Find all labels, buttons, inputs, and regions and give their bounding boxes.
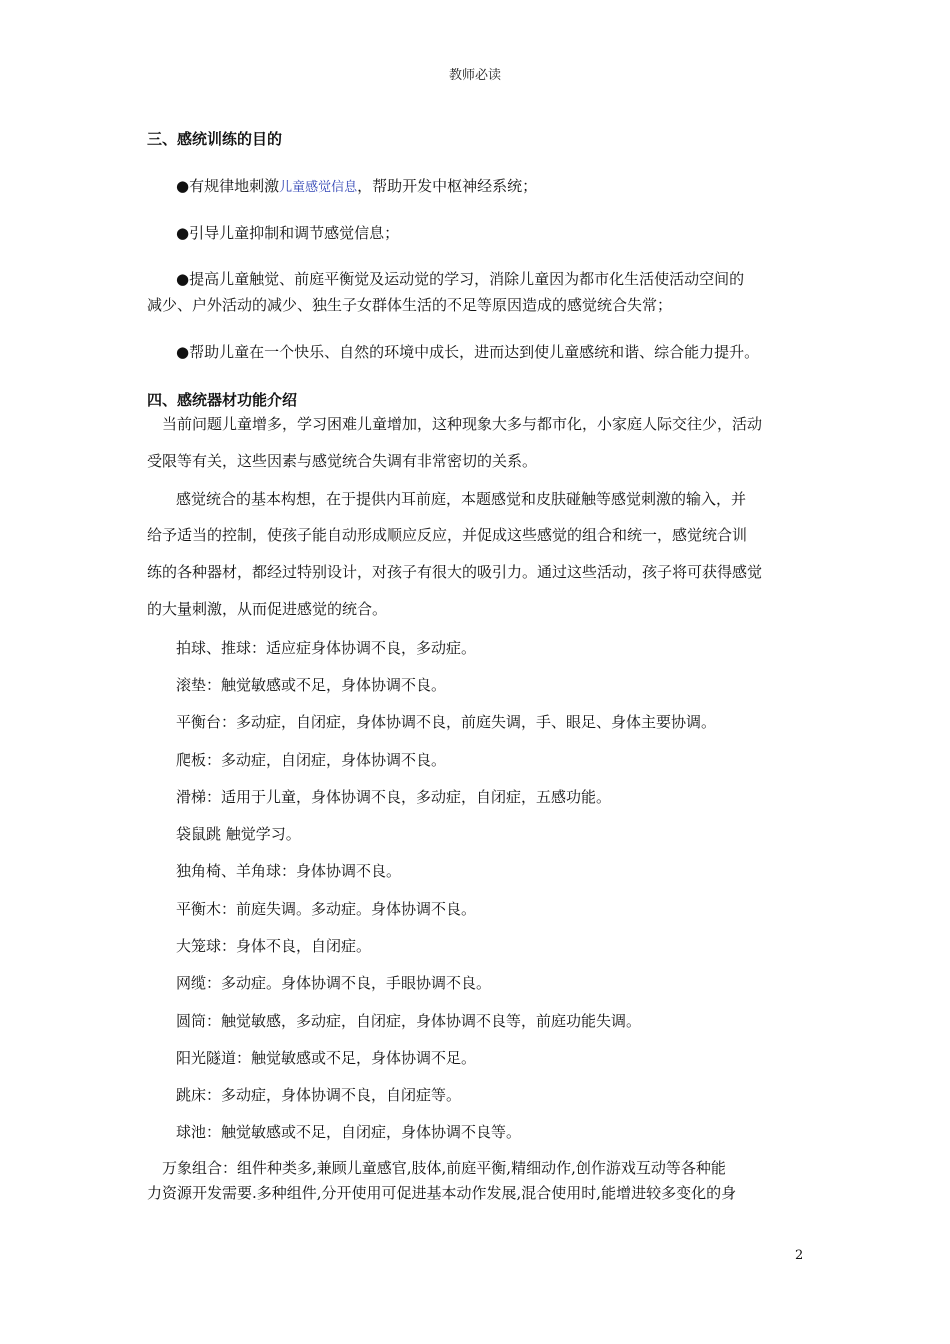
bullet-1-prefix: ●有规律地刺激 <box>176 177 280 195</box>
section-3-heading: 三、感统训练的目的 <box>147 130 283 148</box>
para-3-line-1: 万象组合：组件种类多,兼顾儿童感官,肢体,前庭平衡,精细动作,创作游戏互动等各种能 <box>162 1159 726 1177</box>
list-item: 袋鼠跳 触觉学习。 <box>176 825 301 843</box>
page-number: 2 <box>795 1248 804 1263</box>
list-item: 滚垫：触觉敏感或不足，身体协调不良。 <box>176 676 447 694</box>
list-item: 拍球、推球：适应症身体协调不良，多动症。 <box>176 639 477 657</box>
para-3-line-2: 力资源开发需要.多种组件,分开使用可促进基本动作发展,混合使用时,能增进较多变化的身 <box>147 1184 737 1202</box>
bullet-1-suffix: ，帮助开发中枢神经系统； <box>357 177 538 195</box>
bullet-3-line-1: ●提高儿童触觉、前庭平衡觉及运动觉的学习，消除儿童因为都市化生活使活动空间的 <box>176 270 745 288</box>
list-item: 球池：触觉敏感或不足，自闭症，身体协调不良等。 <box>176 1123 522 1141</box>
list-item: 大笼球：身体不良，自闭症。 <box>176 937 372 955</box>
bullet-1-link[interactable]: 儿童感觉信息 <box>279 180 358 195</box>
bullet-2: ●引导儿童抑制和调节感觉信息； <box>176 224 400 242</box>
para-1-line-2: 受限等有关，这些因素与感觉统合失调有非常密切的关系。 <box>147 452 538 470</box>
para-2-line-2: 给予适当的控制，使孩子能自动形成顺应反应，并促成这些感觉的组合和统一，感觉统合训 <box>147 526 748 544</box>
para-2-line-1: 感觉统合的基本构想，在于提供内耳前庭，本题感觉和皮肤碰触等感觉刺激的输入，并 <box>176 490 747 508</box>
para-2-line-3: 练的各种器材，都经过特别设计，对孩子有很大的吸引力。通过这些活动，孩子将可获得感觉 <box>147 563 763 581</box>
bullet-4: ●帮助儿童在一个快乐、自然的环境中成长，进而达到使儿童感统和谐、综合能力提升。 <box>176 343 760 361</box>
para-2-line-4: 的大量刺激，从而促进感觉的统合。 <box>147 600 388 618</box>
bullet-3-line-2: 减少、户外活动的减少、独生子女群体生活的不足等原因造成的感觉统合失常； <box>147 296 673 314</box>
list-item: 跳床：多动症，身体协调不良，自闭症等。 <box>176 1086 462 1104</box>
bullet-1 <box>176 175 537 196</box>
page-header: 教师必读 <box>448 68 501 83</box>
list-item: 阳光隧道：触觉敏感或不足，身体协调不足。 <box>176 1049 477 1067</box>
list-item: 平衡木：前庭失调。多动症。身体协调不良。 <box>176 900 477 918</box>
list-item: 爬板：多动症，自闭症，身体协调不良。 <box>176 751 447 769</box>
list-item: 平衡台：多动症，自闭症，身体协调不良，前庭失调，手、眼足、身体主要协调。 <box>176 713 717 731</box>
section-4-heading: 四、感统器材功能介绍 <box>147 391 298 409</box>
list-item: 独角椅、羊角球：身体协调不良。 <box>176 862 402 880</box>
list-item: 网缆：多动症。身体协调不良，手眼协调不良。 <box>176 974 492 992</box>
para-1-line-1: 当前问题儿童增多，学习困难儿童增加，这种现象大多与都市化，小家庭人际交往少，活动 <box>162 415 763 433</box>
list-item: 圆筒：触觉敏感，多动症，自闭症，身体协调不良等，前庭功能失调。 <box>176 1012 642 1030</box>
list-item: 滑梯：适用于儿童，身体协调不良，多动症，自闭症，五感功能。 <box>176 788 612 806</box>
